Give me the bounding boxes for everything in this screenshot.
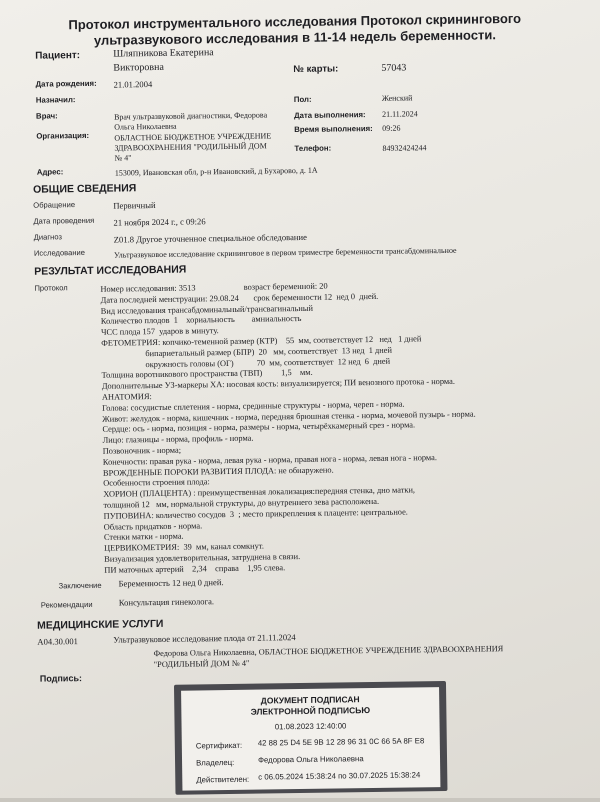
service-code: A04.30.001	[37, 636, 79, 647]
sex-label: Пол:	[293, 94, 312, 105]
phone-label: Телефон:	[294, 143, 332, 154]
patient-name-2: Викторовна	[113, 61, 164, 74]
sex-value: Женский	[381, 93, 413, 103]
protocol-line: Сердце: ось - норма, позиция - норма, размеры - норма, четырёхкамерный срез - норма.	[102, 420, 416, 435]
patient-label: Пациент:	[35, 50, 81, 62]
dob-value: 21.01.2004	[113, 79, 153, 90]
stamp-cert-value: 42 88 25 D4 5E 9B 12 28 96 31 0C 66 5A 8F E8	[257, 736, 425, 748]
stamp-valid-label: Действителен:	[196, 774, 250, 785]
result-heading: РЕЗУЛЬТАТ ИССЛЕДОВАНИЯ	[34, 263, 187, 278]
general-heading: ОБЩИЕ СВЕДЕНИЯ	[32, 182, 137, 196]
signature-line-2: "РОДИЛЬНЫЙ ДОМ № 4"	[153, 658, 250, 670]
recommendations-value: Консультация гинеколога.	[118, 596, 215, 608]
protocol-line: Позвоночник - норма;	[102, 445, 182, 456]
protocol-line: ВРОЖДЕННЫЕ ПОРОКИ РАЗВИТИЯ ПЛОДА: не обнаружено.	[102, 465, 334, 478]
stamp-owner-value: Федорова Ольга Николаевна	[257, 754, 364, 765]
document-title-line-2: ультразвукового исследования в 11-14 недель беременности.	[93, 27, 497, 48]
protocol-line: АНАТОМИЯ:	[101, 392, 152, 402]
study-date-value: 21 ноября 2024 г., с 09:26	[113, 216, 206, 228]
protocol-line: толщиной 12 мм, нормальной структуры, до внутреннего зева расположена.	[103, 496, 380, 510]
stamp-valid-value: с 06.05.2024 15:38:24 по 30.07.2025 15:38:24	[258, 770, 421, 782]
protocol-body	[100, 278, 580, 575]
protocol-line: ЧСС плода 157 ударов в минуту.	[100, 326, 219, 337]
recommendations-label: Рекомендации	[40, 599, 93, 610]
services-heading: МЕДИЦИНСКИЕ УСЛУГИ	[37, 617, 164, 632]
electronic-signature-stamp	[174, 681, 448, 795]
doctor-value-1: Врач ультразвуковой диагностики, Федорова	[113, 110, 268, 122]
signature-line-1: Федорова Ольга Николаевна, ОБЛАСТНОЕ БЮДЖЕТНОЕ УЧРЕЖДЕНИЕ ЗДРАВООХРАНЕНИЯ	[153, 644, 504, 659]
signature-label: Подпись:	[39, 673, 83, 684]
org-value-1: ОБЛАСТНОЕ БЮДЖЕТНОЕ УЧРЕЖДЕНИЕ	[114, 131, 272, 143]
stamp-inner-panel	[181, 687, 440, 791]
protocol-label: Протокол	[34, 283, 68, 293]
phone-value: 84932424244	[382, 143, 427, 153]
card-value: 57043	[381, 62, 407, 74]
stamp-cert-label: Сертификат:	[195, 740, 243, 751]
study-label: Исследование	[33, 247, 86, 258]
protocol-line: окружность головы (ОГ) 70 мм, соответствует 12 нед 6 дней	[101, 356, 391, 370]
org-label: Организация:	[36, 130, 90, 141]
study-value: Ультразвуковое исследование скрининговое в первом триместре беременности трансабдоминальное	[113, 245, 457, 260]
conclusion-value: Беременность 12 нед 0 дней.	[118, 577, 224, 589]
protocol-line: ЦЕРВИКОМЕТРИЯ: 39 мм, канал сомкнут.	[104, 541, 264, 553]
visit-label: Обращение	[33, 200, 76, 210]
date-done-value: 21.11.2024	[381, 109, 418, 119]
protocol-line: Живот: желудок - норма, кишечник - норма, передняя брюшная стенка - норма, мочевой пузырь - норма.	[102, 409, 476, 424]
protocol-line: Дополнительные УЗ-маркеры ХА: носовая кость: визуализируется; ПИ венозного протока - норма.	[101, 377, 456, 391]
protocol-line: ПИ маточных артерий 2,34 справа 1,95 слева.	[104, 563, 286, 575]
time-done-label: Время выполнения:	[294, 123, 373, 135]
patient-name-1: Шляпникова Екатерина	[113, 47, 214, 60]
protocol-line: Особенности строения плода:	[103, 477, 210, 489]
protocol-line: ПУПОВИНА: количество сосудов 3 ; место прикрепления к плаценте: центральное.	[103, 507, 408, 521]
doctor-label: Врач:	[35, 111, 58, 121]
protocol-line: Визуализация удовлетворительная, затруднена в связи.	[104, 552, 301, 564]
date-done-label: Дата выполнения:	[293, 110, 366, 121]
diagnosis-label: Диагноз	[33, 232, 62, 242]
protocol-line: Область придатков - норма.	[103, 520, 203, 532]
protocol-line: Вид исследования трансабдоминальный/трансвагинальный	[100, 303, 314, 316]
conclusion-label: Заключение	[58, 580, 102, 591]
org-value-2: ЗДРАВООХРАНЕНИЯ "РОДИЛЬНЫЙ ДОМ	[114, 141, 267, 153]
protocol-line: Количество плодов 1 хориальность амниальность	[100, 314, 302, 327]
org-value-3: № 4"	[114, 153, 132, 163]
stamp-title-2: ЭЛЕКТРОННОЙ ПОДПИСЬЮ	[250, 705, 371, 717]
study-date-label: Дата проведения	[33, 215, 95, 226]
protocol-line: Стенки матки - норма.	[103, 532, 184, 543]
protocol-line: ХОРИОН (ПЛАЦЕНТА) : преимущественная локализация:передняя стенка, дно матки,	[103, 485, 416, 499]
card-label: № карты:	[293, 63, 339, 76]
stamp-owner-label: Владелец:	[196, 757, 235, 768]
service-text: Ультразвуковое исследование плода от 21.11.2024	[113, 632, 296, 645]
protocol-line: Номер исследования: 3513 возраст беременной: 20	[100, 281, 328, 294]
dob-label: Дата рождения:	[35, 78, 97, 89]
protocol-line: бипариетальный размер (БПР) 20 мм, соответствует 13 нед 1 дней	[101, 345, 392, 359]
stamp-title-1: ДОКУМЕНТ ПОДПИСАН	[260, 694, 360, 706]
doctor-value-2: Ольга Николаевна	[114, 121, 177, 132]
protocol-line: Конечности: правая рука - норма, левая рука - норма, правая нога - норма, левая нога - норма.	[102, 452, 438, 467]
address-label: Адрес:	[36, 167, 64, 177]
protocol-line: Дата последней менструации: 29.08.24 срок беременности 12 нед 0 дней.	[100, 291, 379, 305]
protocol-line: ФЕТОМЕТРИЯ: копчико-теменной размер (КТР) 55 мм, соответствует 12 нед 1 дней	[101, 334, 422, 348]
address-value: 153009, Ивановская обл, р-н Ивановский, д Бухарово, д. 1А	[114, 165, 318, 178]
stamp-datetime: 01.08.2023 12:40:00	[274, 721, 347, 732]
protocol-line: Лицо: глазницы - норма, профиль - норма.	[102, 433, 254, 445]
diagnosis-value: Z01.8 Другое уточненное специальное обследование	[113, 231, 307, 245]
visit-value: Первичный	[113, 199, 156, 211]
protocol-line: Голова: сосудистые сплетения - норма, срединные структуры - норма, череп - норма.	[102, 399, 405, 413]
time-done-value: 09:26	[382, 123, 401, 133]
assigned-label: Назначил:	[35, 95, 76, 105]
document-title-line-1: Протокол инструментального исследования Протокол скринингового	[68, 10, 522, 33]
protocol-line: Толщина воротникового пространства (ТВП) 1,5 мм.	[101, 368, 313, 381]
